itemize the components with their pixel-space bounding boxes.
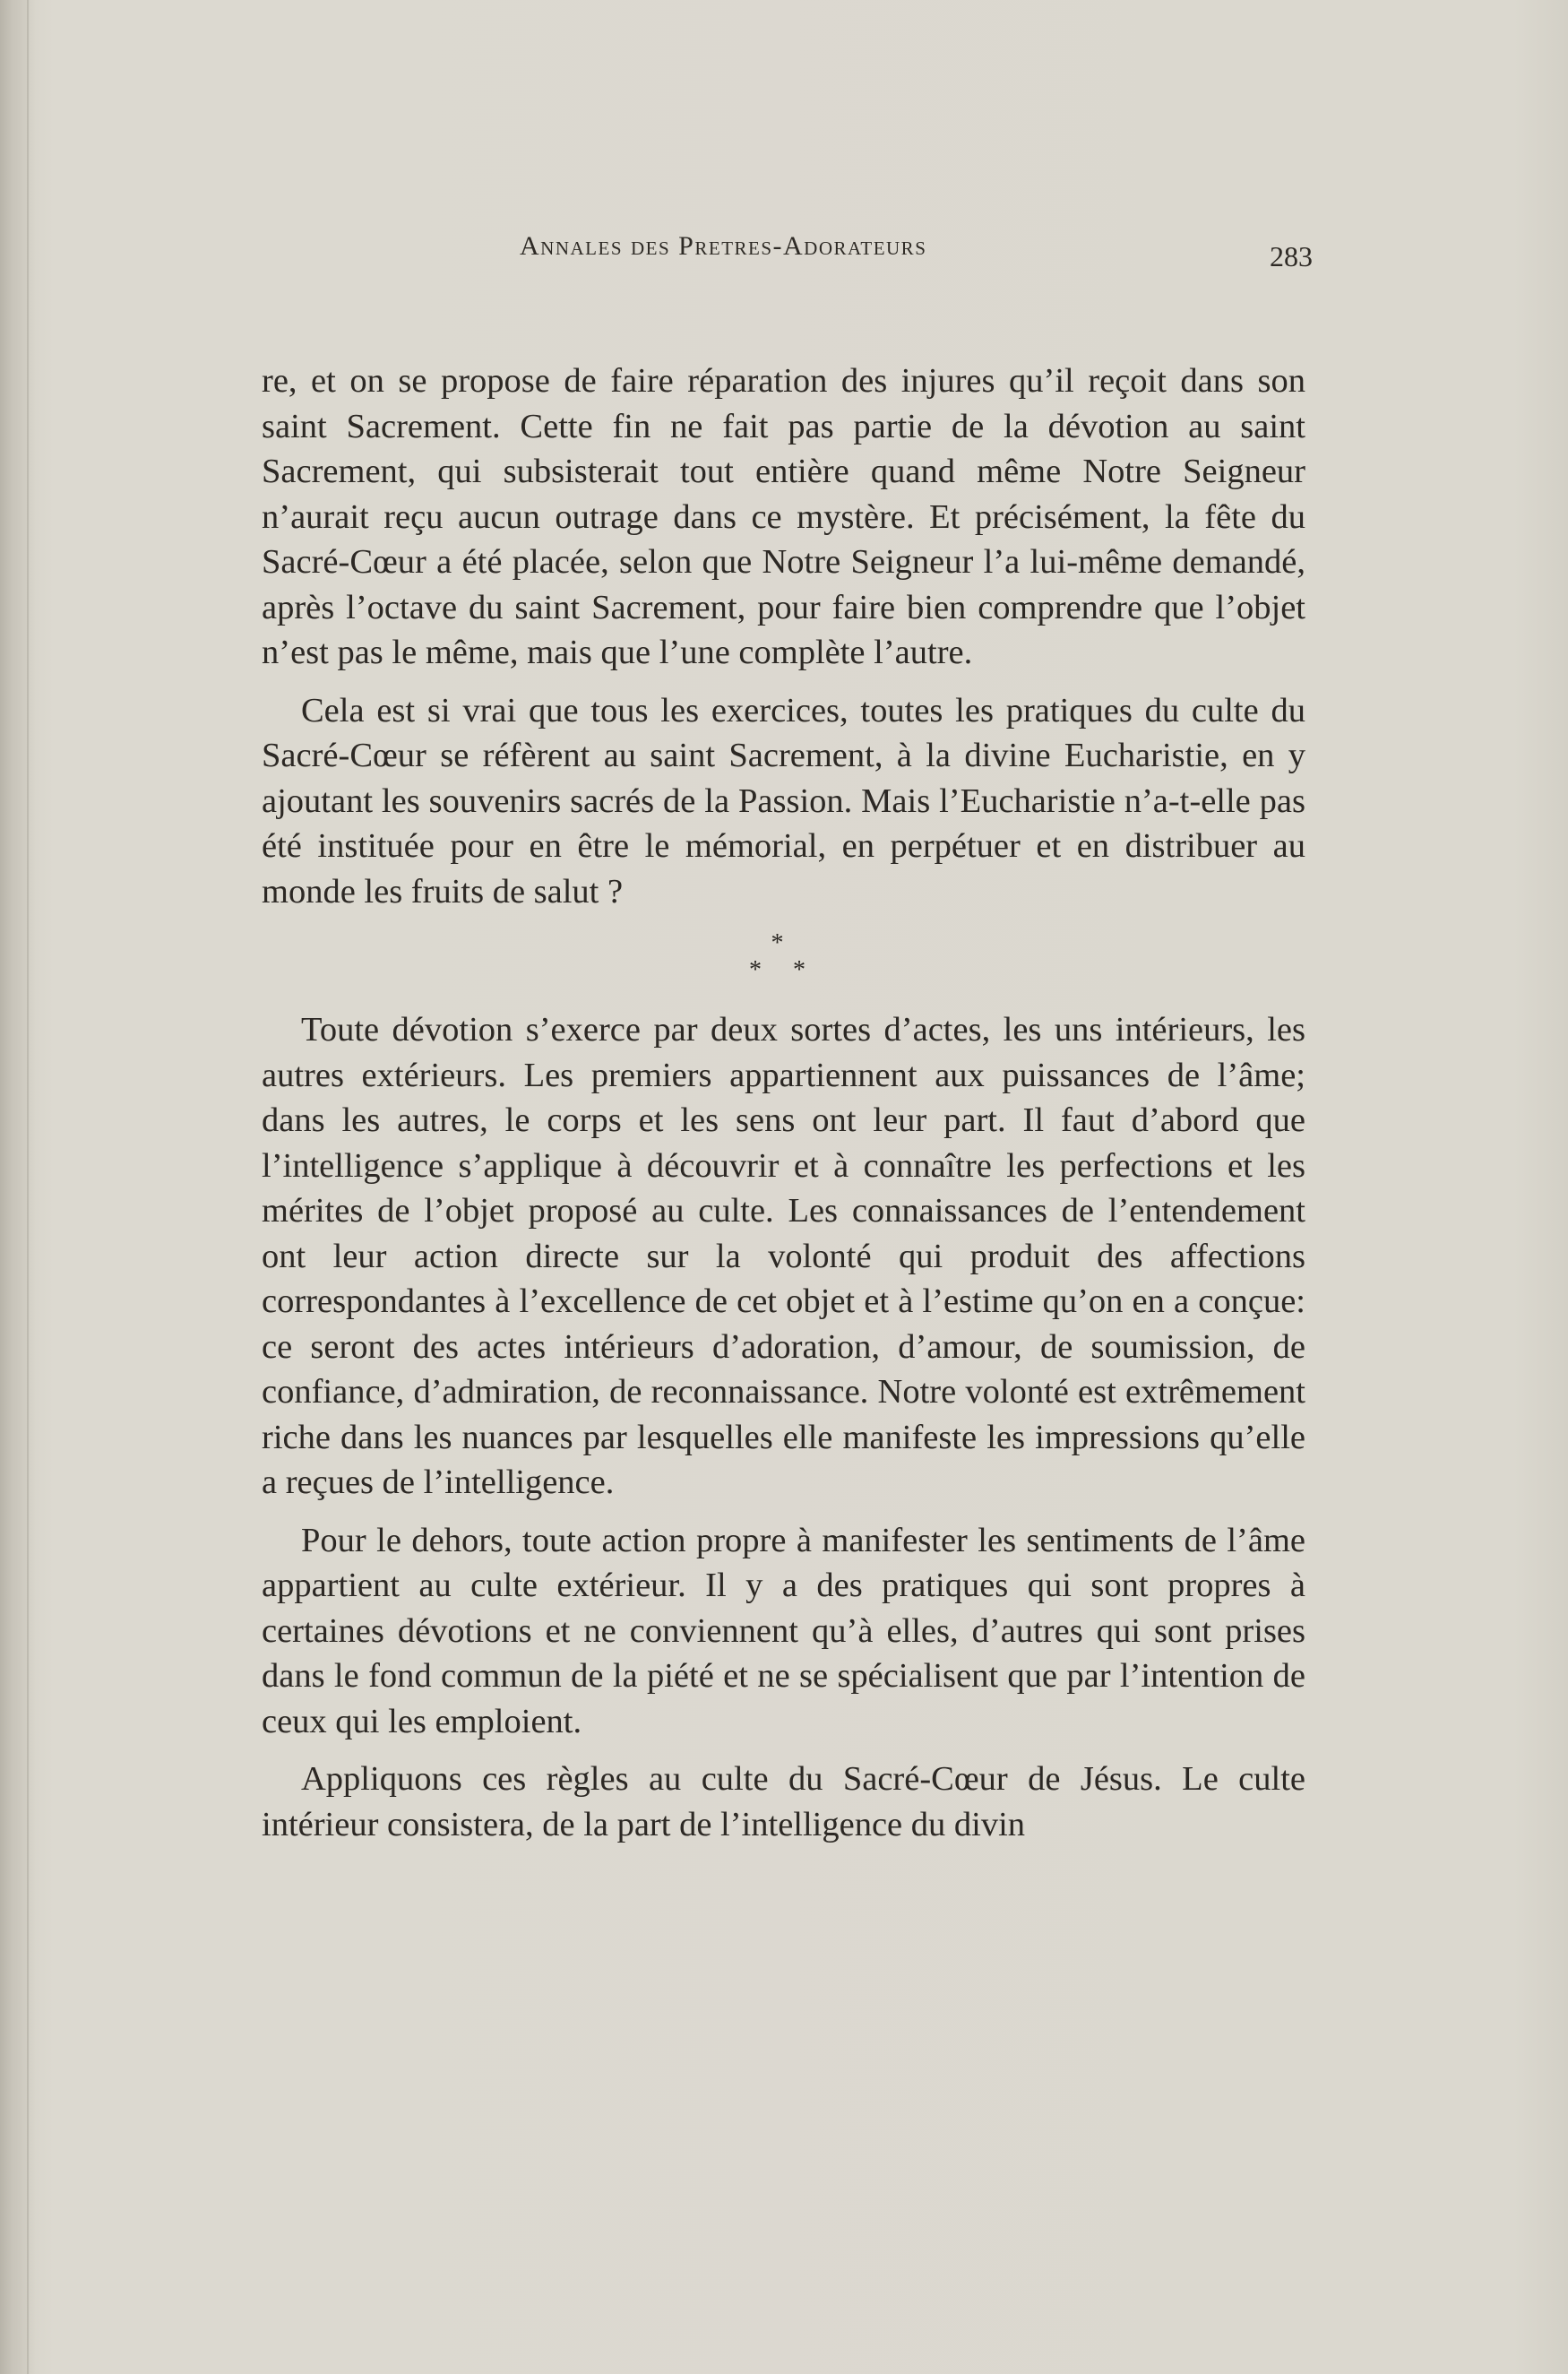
binding-edge xyxy=(27,0,29,2374)
paragraph: Toute dévotion s’exerce par deux sortes d’actes, les uns intérieurs, les autres extérieurs. Les premiers appartiennent aux puissances de l’âme; dans les autres, le corps et les sens ont leur part. Il faut d’abord que l’intelligence s’applique à découvrir et à connaître les perfections et les mérites de l’objet proposé au culte. Les connaissances de l’entendement ont leur action directe sur la volonté qui produit des affections correspondantes à l’excellence de cet objet et à l’estime qu’on en a conçue: ce seront des actes intérieurs d’adoration, d’amour, de soumission, de confiance, d’admiration, de reconnaissance. Notre volonté est extrêmement riche dans les nuances par lesquelles elle manifeste les impressions qu’elle a reçues de l’intelligence. xyxy=(262,1011,1305,1501)
paragraph: re, et on se propose de faire réparation des injures qu’il reçoit dans son saint Sacrement. Cette fin ne fait pas partie de la dévotion au saint Sacrement, qui subsisterait tout entière quand même Notre Seigneur n’aurait reçu aucun outrage dans ce mystère. Et précisément, la fête du Sacré-Cœur a été placée, selon que Notre Seigneur l’a lui-même demandé, après l’octave du saint Sacrement, pour faire bien comprendre que l’objet n’est pas le même, mais que l’une complète l’autre. xyxy=(262,362,1305,671)
section-separator xyxy=(262,914,1305,1007)
page-edge-shadow xyxy=(0,0,36,2374)
body-text xyxy=(262,358,1305,1847)
separator-bottom: * * xyxy=(749,956,818,984)
paragraph: Appliquons ces règles au culte du Sacré-Cœur de Jésus. Le culte intérieur consistera, de la part de l’intelligence du divin xyxy=(262,1760,1305,1843)
page-header xyxy=(260,231,1313,285)
separator-top: * xyxy=(771,929,797,957)
paragraph: Cela est si vrai que tous les exercices, toutes les pratiques du culte du Sacré-Cœur se réfèrent au saint Sacrement, à la divine Eucharistie, en y ajoutant les souvenirs sacrés de la Passion. Mais l’Eucharistie n’a-t-elle pas été instituée pour en être le mémorial, en perpétuer et en distribuer au monde les fruits de salut ? xyxy=(262,691,1305,911)
running-head: Annales des Pretres-Adorateurs xyxy=(520,231,927,261)
page-number: 283 xyxy=(1270,240,1313,272)
paragraph: Pour le dehors, toute action propre à manifester les sentiments de l’âme appartient au culte extérieur. Il y a des pratiques qui sont propres à certaines dévotions et ne conviennent qu’à elles, d’autres qui sont prises dans le fond commun de la piété et ne se spécialisent que par l’intention de ceux qui les emploient. xyxy=(262,1521,1305,1740)
